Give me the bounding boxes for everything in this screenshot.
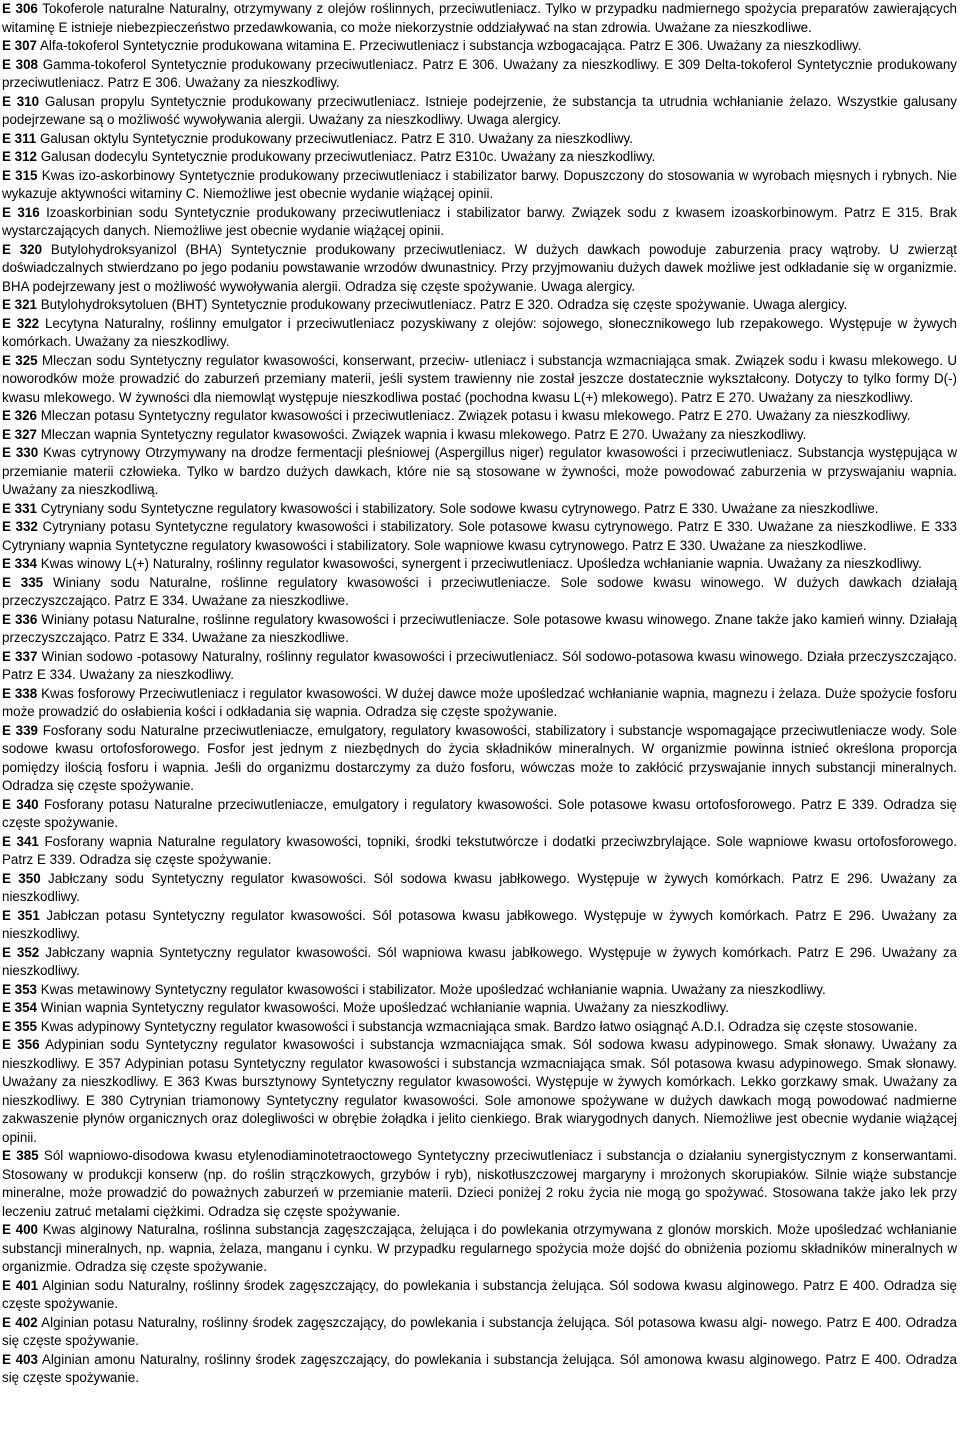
additive-description: Kwas winowy L(+) Naturalny, roślinny regulator kwasowości, synergent i przeciwutleniacz. Upośledza wchłanianie wapnia. Uważany za nieszkodliwy. bbox=[40, 556, 922, 571]
additive-code: E 312 bbox=[2, 149, 37, 164]
additive-entry bbox=[2, 500, 957, 519]
additive-description: Fosforany sodu Naturalne przeciwutleniacze, emulgatory, regulatory kwasowości, stabilizatory i substancje wspomagające przeciwutleniacze wody. Sole sodowe kwasu ortofosforowego. Fosfor jest jednym z niezbędnych do życia składników mineralnych. W organizmie powinna istnieć określona proporcja pomiędzy ilością fosforu i wapnia. Jeśli do organizmu dostarczymy za dużo fosforu, wówczas może to zakłócić przyswajanie innych substancji mineralnych. Odradza się częste spożywanie. bbox=[2, 722, 957, 793]
additive-entry bbox=[2, 1147, 957, 1221]
additive-description: Sól wapniowo-disodowa kwasu etylenodiaminotetraoctowego Syntetyczny przeciwutleniacz i substancja o działaniu synergistycznym z konserwantami. Stosowany w produkcji konserw (np. do roślin strączkowych, grzybów i ryb), niskotłuszczowej margaryny i mrożonych skorupiaków. Silnie wiąże substancje mineralne, może prowadzić do poważnych zaburzeń w przemianie materii. Dzieci poniżej 2 roku życia nie mogą go spożywać. Stosowana także jako lek przy leczeniu zatruć metalami ciężkimi. Odradza się częste spożywanie. bbox=[2, 1148, 957, 1219]
additive-code: E 316 bbox=[2, 204, 40, 220]
additive-description: Izoaskorbinian sodu Syntetycznie produkowany przeciwutleniacz i stabilizator barwy. Związek sodu z kwasem izoaskorbinowym. Patrz E 315. Brak wystarczających danych. Niemożliwe jest obecnie wydanie wiążącej opinii. bbox=[2, 204, 957, 238]
additive-entry bbox=[2, 148, 957, 167]
additive-code: E 337 bbox=[2, 648, 38, 664]
additive-description: Adypinian sodu Syntetyczny regulator kwasowości i substancja wzmacniająca smak. Sól sodowa kwasu adypinowego. Smak słonawy. Uważany za nieszkodliwy. E 357 Adypinian potasu Syntetyczny regulator kwasowości i substancja wzmacniająca smak. Sól potasowa kwasu adypinowego. Smak słonawy. Uważany za nieszkodliwy. E 363 Kwas bursztynowy Syntetyczny regulator kwasowości. Występuje w żywych komórkach. Lekko gorzkawy smak. Uważany za nieszkodliwy. E 380 Cytrynian triamonowy Syntetyczny regulator kwasowości. Sole amonowe spożywane w dużych dawkach mogą powodować nadmierne zakwaszenie płynów organicznych oraz dolegliwości w obrębie żołądka i jelito cienkiego. Brak wiarygodnych danych. Niemożliwe jest obecnie wydanie wiążącej opinii. bbox=[2, 1037, 958, 1145]
additive-description: Butylohydroksytoluen (BHT) Syntetycznie produkowany przeciwutleniacz. Patrz E 320. Odradza się częste spożywanie. Uwaga alergicy. bbox=[40, 297, 848, 312]
additive-code: E 334 bbox=[2, 556, 37, 571]
additive-description: Jabłczany sodu Syntetyczny regulator kwasowości. Sól sodowa kwasu jabłkowego. Występuje w żywych komórkach. Patrz E 296. Uważany za nieszkodliwy. bbox=[2, 870, 957, 904]
additive-code: E 321 bbox=[2, 297, 37, 312]
additive-code: E 311 bbox=[2, 130, 37, 146]
additive-entry bbox=[2, 315, 957, 352]
additive-entry bbox=[2, 296, 957, 315]
additive-code: E 336 bbox=[2, 611, 38, 627]
additive-description: Fosforany potasu Naturalne przeciwutleniacze, emulgatory i regulatory kwasowości. Sole potasowe kwasu ortofosforowego. Patrz E 339. Odradza się częste spożywanie. bbox=[2, 796, 957, 830]
additive-code: E 340 bbox=[2, 796, 39, 812]
additive-entry bbox=[2, 37, 957, 56]
additive-entry bbox=[2, 352, 957, 408]
additive-description: Mleczan potasu Syntetyczny regulator kwasowości i przeciwutleniacz. Związek potasu i kwasu mlekowego. Patrz E 270. Uważany za nieszkodliwy. bbox=[40, 408, 911, 423]
additive-description: Cytryniany sodu Syntetyczne regulatory kwasowości i stabilizatory. Sole sodowe kwasu cytrynowego. Patrz E 330. Uważane za nieszkodliwe. bbox=[40, 500, 879, 516]
additive-entry bbox=[2, 555, 957, 574]
additive-description: Winiany potasu Naturalne, roślinne regulatory kwasowości i przeciwutleniacze. Sole potasowe kwasu winowego. Znane także jako kamień winny. Działają przeczyszczająco. Patrz E 334. Uważane za nieszkodliwe. bbox=[2, 611, 957, 645]
additive-code: E 330 bbox=[2, 445, 39, 460]
additive-entry bbox=[2, 407, 957, 426]
additive-code: E 353 bbox=[2, 981, 37, 997]
additive-description: Winiany sodu Naturalne, roślinne regulatory kwasowości i przeciwutleniacze. Sole sodowe kwasu winowego. W dużych dawkach działają przeczyszczająco. Patrz E 334. Uważane za nieszkodliwe. bbox=[2, 574, 957, 608]
additive-entry bbox=[2, 574, 957, 611]
additive-entry bbox=[2, 426, 957, 445]
additive-code: E 332 bbox=[2, 519, 38, 534]
additive-code: E 356 bbox=[2, 1037, 40, 1052]
additive-entry bbox=[2, 204, 957, 241]
additive-description: Alginian potasu Naturalny, roślinny środek zagęszczający, do powlekania i substancja żelująca. Sól potasowa kwasu algi- nowego. Patrz E 400. Odradza się częste spożywanie. bbox=[2, 1314, 957, 1348]
additive-description: Cytryniany potasu Syntetyczne regulatory kwasowości i stabilizatory. Sole potasowe kwasu cytrynowego. Patrz E 330. Uważane za nieszkodliwe. E 333 Cytryniany wapnia Syntetyczne regulatory kwasowości i stabilizatory. Sole wapniowe kwasu cytrynowego. Patrz E 330. Uważane za nieszkodliwe. bbox=[2, 519, 957, 553]
additive-code: E 335 bbox=[2, 574, 44, 590]
additive-description: Alginian amonu Naturalny, roślinny środek zagęszczający, do powlekania i substancja żelująca. Sól amonowa kwasu alginowego. Patrz E 400. Odradza się częste spożywanie. bbox=[2, 1351, 957, 1385]
additive-entry bbox=[2, 796, 957, 833]
additive-entry bbox=[2, 981, 957, 1000]
additive-entry bbox=[2, 1351, 957, 1388]
additive-description: Tokoferole naturalne Naturalny, otrzymywany z olejów roślinnych, przeciwutleniacz. Tylko w przypadku nadmiernego spożycia preparatów zawierających witaminę E istnieje niebezpieczeństwo przedawkowania, co może niekorzystnie oddziaływać na stan zdrowia. Uważane za nieszkodliwe. bbox=[2, 1, 957, 35]
additive-description: Kwas fosforowy Przeciwutleniacz i regulator kwasowości. W dużej dawce może upośledzać wchłanianie wapnia, magnezu i żelaza. Duże spożycie fosforu może prowadzić do osłabienia kości i odkładania się wapnia. Odradza się częste spożywanie. bbox=[2, 685, 957, 719]
additive-description: Butylohydroksyanizol (BHA) Syntetycznie produkowany przeciwutleniacz. W dużych dawkach powoduje zaburzenia pracy wątroby. U zwierząt doświadczalnych stwierdzano po jego podaniu powstawanie wrzodów dwunastnicy. Przy przyjmowaniu dużych dawek możliwe jest odkładanie się w organizmie. BHA podejrzewany jest o możliwość wywoływania alergii. Odradza się częste spożywanie. Uwaga alergicy. bbox=[2, 241, 957, 294]
additive-entry bbox=[2, 518, 957, 555]
additive-description: Galusan dodecylu Syntetycznie produkowany przeciwutleniacz. Patrz E310c. Uważany za nieszkodliwy. bbox=[40, 149, 656, 164]
additive-entry bbox=[2, 1018, 957, 1037]
additive-entry bbox=[2, 1221, 957, 1277]
additive-code: E 307 bbox=[2, 38, 37, 53]
additive-code: E 327 bbox=[2, 426, 37, 442]
additive-code: E 350 bbox=[2, 870, 41, 886]
additive-code: E 325 bbox=[2, 352, 38, 368]
additive-description: Kwas metawinowy Syntetyczny regulator kwasowości i stabilizator. Może upośledzać wchłanianie wapnia. Uważany za nieszkodliwy. bbox=[40, 981, 826, 997]
additive-code: E 354 bbox=[2, 1000, 37, 1015]
additive-entry bbox=[2, 685, 957, 722]
additive-description: Jabłczan potasu Syntetyczny regulator kwasowości. Sól potasowa kwasu jabłkowego. Występuje w żywych komórkach. Patrz E 296. Uważany za nieszkodliwy. bbox=[2, 907, 957, 941]
additive-description: Jabłczany wapnia Syntetyczny regulator kwasowości. Sól wapniowa kwasu jabłkowego. Występuje w żywych komórkach. Patrz E 296. Uważany za nieszkodliwy. bbox=[2, 944, 957, 978]
additive-entry bbox=[2, 907, 957, 944]
additive-code: E 338 bbox=[2, 685, 38, 701]
additive-entry bbox=[2, 1277, 957, 1314]
additive-code: E 402 bbox=[2, 1314, 38, 1330]
additive-entry bbox=[2, 167, 957, 204]
additive-code: E 351 bbox=[2, 907, 40, 923]
additive-entry bbox=[2, 444, 957, 500]
additive-code: E 401 bbox=[2, 1277, 39, 1293]
additive-description: Winian wapnia Syntetyczny regulator kwasowości. Może upośledzać wchłanianie wapnia. Uważany za nieszkodliwy. bbox=[40, 1000, 729, 1015]
additive-description: Gamma-tokoferol Syntetycznie produkowany przeciwutleniacz. Patrz E 306. Uważany za nieszkodliwy. E 309 Delta-tokoferol Syntetycznie produkowany przeciwutleniacz. Patrz E 306. Uważany za nieszkodliwy. bbox=[2, 56, 957, 90]
additive-code: E 326 bbox=[2, 408, 37, 423]
additive-list bbox=[2, 0, 957, 1388]
additive-entry bbox=[2, 999, 957, 1018]
additive-code: E 355 bbox=[2, 1018, 37, 1034]
additive-description: Kwas adypinowy Syntetyczny regulator kwasowości i substancja wzmacniająca smak. Bardzo łatwo osiągnąć A.D.I. Odradza się częste stosowanie. bbox=[40, 1018, 918, 1034]
additive-code: E 315 bbox=[2, 167, 38, 183]
additive-entry bbox=[2, 1036, 957, 1147]
additive-code: E 385 bbox=[2, 1148, 39, 1163]
additive-code: E 306 bbox=[2, 1, 38, 16]
additive-code: E 403 bbox=[2, 1351, 38, 1367]
additive-description: Galusan oktylu Syntetycznie produkowany przeciwutleniacz. Patrz E 310. Uważany za nieszkodliwy. bbox=[40, 130, 633, 146]
additive-code: E 322 bbox=[2, 315, 40, 331]
additive-description: Galusan propylu Syntetycznie produkowany przeciwutleniacz. Istnieje podejrzenie, że substancja ta utrudnia wchłanianie żelazo. Wszystkie galusany podejrzewane są o możliwość wywoływania alergii. Uważany za nieszkodliwy. Uwaga alergicy. bbox=[2, 93, 957, 127]
additive-entry bbox=[2, 722, 957, 796]
additive-code: E 352 bbox=[2, 944, 40, 960]
additive-code: E 400 bbox=[2, 1222, 38, 1237]
additive-code: E 320 bbox=[2, 241, 43, 257]
additive-description: Kwas izo-askorbinowy Syntetycznie produkowany przeciwutleniacz i stabilizator barwy. Dopuszczony do stosowania w wyrobach mięsnych i rybnych. Nie wykazuje aktywności witaminy C. Niemożliwe jest obecnie wydanie wiążącej opinii. bbox=[2, 167, 957, 201]
additive-entry bbox=[2, 611, 957, 648]
additive-description: Kwas alginowy Naturalna, roślinna substancja zagęszczająca, żelująca i do powlekania otrzymywana z glonów morskich. Może upośledzać wchłanianie substancji mineralnych, np. wapnia, żelaza, manganu i cynku. W przypadku regularnego spożycia może dojść do obniżenia poziomu składników mineralnych w organizmie. Odradza się częste spożywanie. bbox=[2, 1222, 957, 1274]
additive-entry bbox=[2, 648, 957, 685]
additive-code: E 331 bbox=[2, 500, 37, 516]
additive-entry bbox=[2, 944, 957, 981]
additive-entry bbox=[2, 833, 957, 870]
additive-description: Fosforany wapnia Naturalne regulatory kwasowości, topniki, środki tekstutwórcze i dodatki przeciwzbrylające. Sole wapniowe kwasu ortofosforowego. Patrz E 339. Odradza się częste spożywanie. bbox=[2, 833, 957, 867]
additive-entry bbox=[2, 130, 957, 149]
additive-description: Alginian sodu Naturalny, roślinny środek zagęszczający, do powlekania i substancja żelująca. Sól sodowa kwasu alginowego. Patrz E 400. Odradza się częste spożywanie. bbox=[2, 1277, 958, 1311]
additive-entry bbox=[2, 0, 957, 37]
additive-entry bbox=[2, 870, 957, 907]
additive-entry bbox=[2, 1314, 957, 1351]
additive-entry bbox=[2, 56, 957, 93]
additive-entry bbox=[2, 241, 957, 297]
additive-description: Mleczan sodu Syntetyczny regulator kwasowości, konserwant, przeciw- utleniacz i substancja wzmacniająca smak. Związek sodu i kwasu mlekowego. U noworodków może prowadzić do zaburzeń przemiany materii, jeśli system trawienny nie został jeszcze dostatecznie wykształcony. Dotyczy to tylko formy D(-) kwasu mlekowego. W żywności dla niemowląt występuje nieszkodliwa postać (pochodna kwasu L(+) mlekowego). Patrz E 270. Uważany za nieszkodliwy. bbox=[2, 352, 957, 405]
additive-code: E 308 bbox=[2, 56, 38, 72]
additive-description: Lecytyna Naturalny, roślinny emulgator i przeciwutleniacz pozyskiwany z olejów: sojowego, słonecznikowego lub rzepakowego. Występuje w żywych komórkach. Uważany za nieszkodliwy. bbox=[2, 315, 957, 349]
additive-code: E 310 bbox=[2, 93, 40, 109]
additive-description: Winian sodowo -potasowy Naturalny, roślinny regulator kwasowości i przeciwutleniacz. Sól sodowo-potasowa kwasu winowego. Działa przeczyszczająco. Patrz E 334. Uważany za nieszkodliwy. bbox=[2, 648, 957, 682]
additive-description: Kwas cytrynowy Otrzymywany na drodze fermentacji pleśniowej (Aspergillus niger) regulator kwasowości i przeciwutleniacz. Substancja występująca w przemianie materii człowieka. Tylko w bardzo dużych dawkach, które nie są stosowane w żywności, może powodować zaburzenia w przyswajaniu wapnia. Uważany za nieszkodliwą. bbox=[2, 445, 957, 497]
additive-description: Alfa-tokoferol Syntetycznie produkowana witamina E. Przeciwutleniacz i substancja wzbogacająca. Patrz E 306. Uważany za nieszkodliwy. bbox=[39, 38, 862, 53]
additive-entry bbox=[2, 93, 957, 130]
additive-code: E 339 bbox=[2, 722, 38, 738]
additive-code: E 341 bbox=[2, 833, 39, 849]
additive-description: Mleczan wapnia Syntetyczny regulator kwasowości. Związek wapnia i kwasu mlekowego. Patrz E 270. Uważany za nieszkodliwy. bbox=[40, 426, 807, 442]
